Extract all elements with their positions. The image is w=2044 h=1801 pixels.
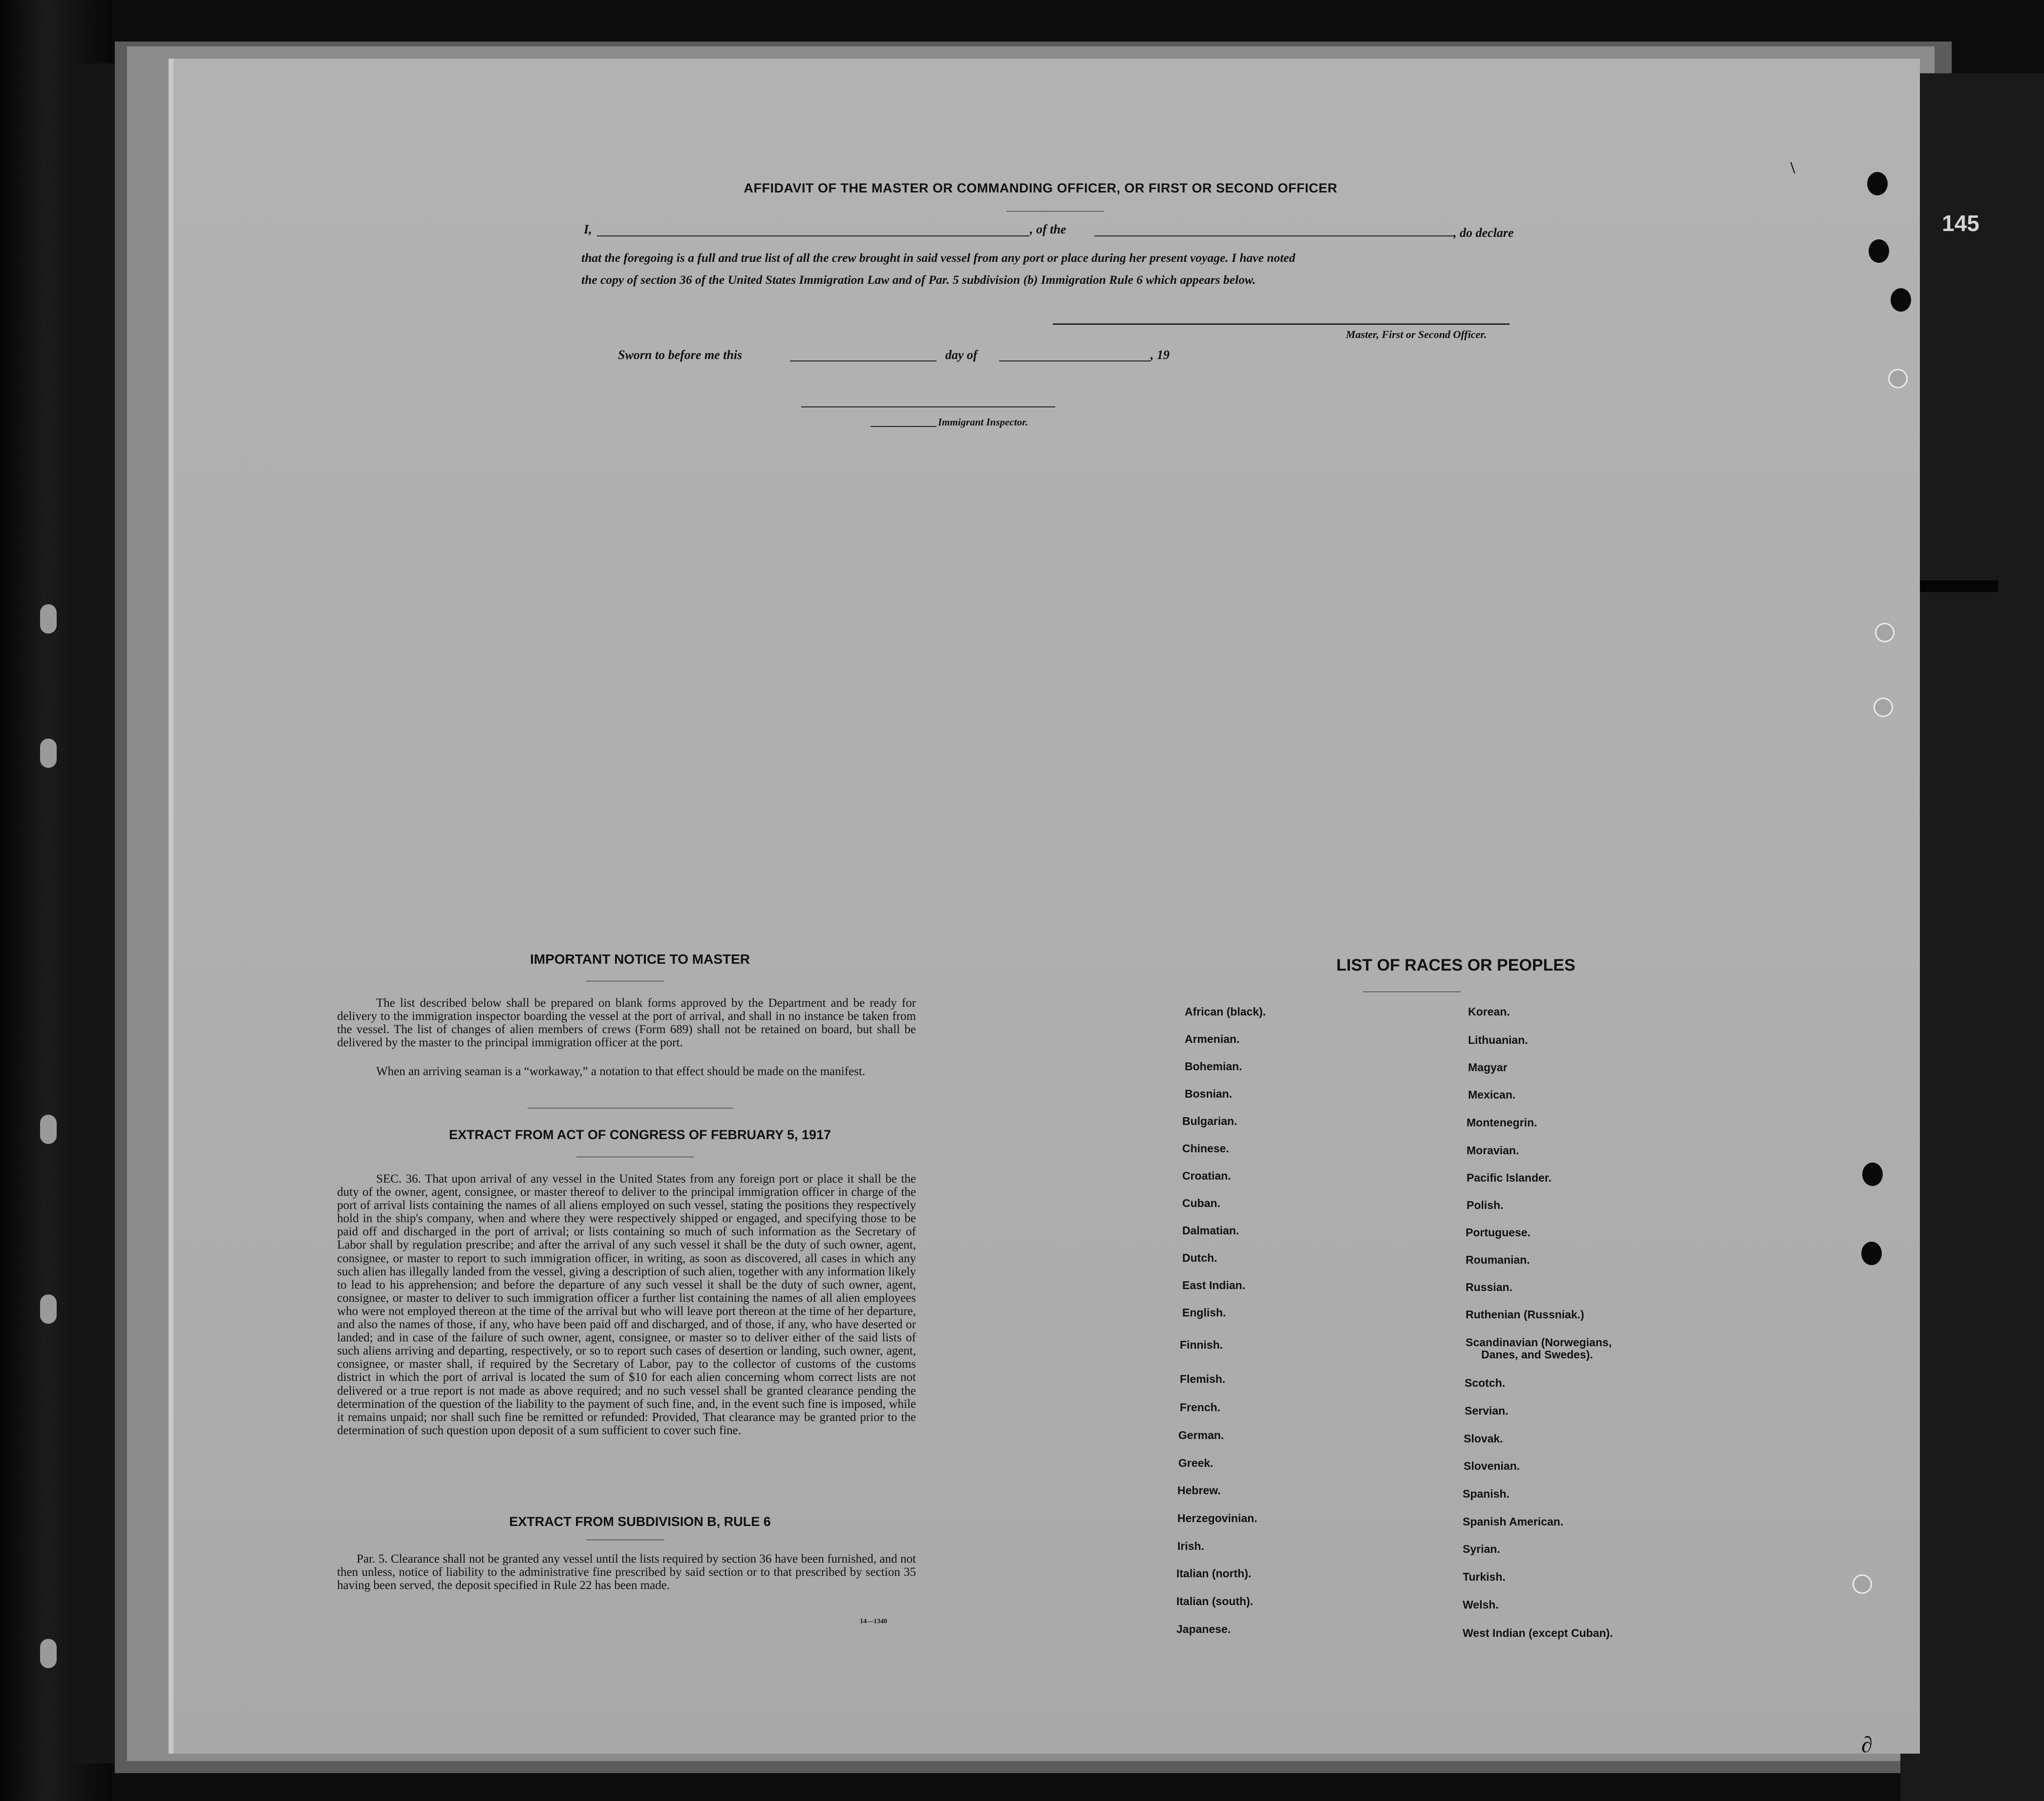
race-item: Dalmatian. (1182, 1224, 1239, 1237)
race-item: Armenian. (1185, 1033, 1240, 1045)
race-item: Bosnian. (1185, 1087, 1233, 1100)
race-item: Pacific Islander. (1467, 1171, 1552, 1184)
race-item: Korean. (1468, 1005, 1510, 1018)
punch-hole (1869, 239, 1889, 263)
race-item: Turkish. (1463, 1570, 1506, 1583)
race-item: Slovak. (1464, 1432, 1503, 1445)
notice-paragraph (337, 1065, 916, 1078)
affidavit-body-line: that the foregoing is a full and true list of all the crew brought in said vessel from any port or place during her present voyage. I have noted (581, 251, 1296, 265)
race-item: English. (1182, 1306, 1226, 1319)
race-item: Bohemian. (1185, 1060, 1242, 1073)
race-item: Portuguese. (1466, 1226, 1531, 1239)
race-item: Syrian. (1463, 1543, 1500, 1555)
affidavit-of-the-label: , of the (1030, 222, 1066, 236)
extract-act-title: EXTRACT FROM ACT OF CONGRESS OF FEBRUARY 5, 1917 (448, 1127, 831, 1142)
right-mount (1900, 73, 2044, 1801)
right-mount-bar (1920, 580, 1998, 592)
race-item: Bulgarian. (1182, 1115, 1237, 1127)
sworn-label: Sworn to before me this (618, 348, 743, 362)
punch-hole (1875, 623, 1895, 642)
race-item: Roumanian. (1466, 1253, 1530, 1266)
signature-line (1053, 323, 1510, 325)
race-item: Mexican. (1468, 1088, 1516, 1101)
title-rule (1006, 211, 1104, 212)
race-item: Moravian. (1467, 1144, 1519, 1157)
inspector-signature-line (801, 406, 1055, 407)
form-number: 14—1340 (860, 1618, 887, 1625)
race-item: Magyar (1468, 1061, 1508, 1074)
race-item: West Indian (except Cuban). (1463, 1627, 1613, 1639)
race-item: East Indian. (1182, 1279, 1246, 1292)
race-item: Danes, and Swedes). (1481, 1348, 1593, 1361)
stray-mark: \ (1790, 159, 1795, 177)
notice-paragraph-text: The list described below shall be prepared on blank forms approved by the Department and be ready for delivery to the immigration inspector boarding the vessel at the port of arrival, and shall in no instance be taken from the vessel. The list of changes of alien members of crews (Form 689) shall not be retained on board, but shall be delivered by the master to the principal immigration officer at the port. (337, 996, 916, 1049)
binder-hole (40, 739, 57, 768)
notice-paragraph (337, 996, 916, 1049)
race-item: Chinese. (1182, 1142, 1229, 1155)
affidavit-declare-label: , do declare (1453, 226, 1514, 240)
race-item: Flemish. (1180, 1373, 1226, 1385)
affidavit-body-line: the copy of section 36 of the United States Immigration Law and of Par. 5 subdivision (b) Immigration Rule 6 which appears below. (581, 273, 1256, 287)
binder-hole (40, 1294, 57, 1324)
affidavit-body (581, 247, 1539, 291)
sworn-month-line (999, 360, 1150, 361)
extract-rule-text (337, 1552, 916, 1592)
binder-hole (40, 1115, 57, 1144)
punch-hole (1852, 1574, 1872, 1594)
race-item: Ruthenian (Russniak.) (1466, 1308, 1584, 1321)
affidavit-i-label: I, (584, 222, 592, 236)
race-item: Irish. (1177, 1540, 1204, 1552)
punch-hole (1867, 172, 1888, 195)
races-title: LIST OF RACES OR PEOPLES (1336, 956, 1576, 975)
race-item: Hebrew. (1177, 1484, 1221, 1497)
extract-rule-title: EXTRACT FROM SUBDIVISION B, RULE 6 (509, 1514, 771, 1529)
race-item: Cuban. (1182, 1197, 1220, 1209)
race-item: Servian. (1465, 1404, 1509, 1417)
punch-hole (1888, 369, 1908, 388)
stray-mark: ∂ (1861, 1732, 1873, 1757)
binder-hole (40, 1639, 57, 1668)
inspector-label: Immigrant Inspector. (938, 416, 1028, 428)
race-item: Herzegovinian. (1177, 1512, 1257, 1525)
vessel-field-line (1094, 235, 1453, 236)
race-item: Croatian. (1182, 1169, 1231, 1182)
race-item: Italian (north). (1176, 1567, 1252, 1580)
extract-rule-body: Par. 5. Clearance shall not be granted any vessel until the lists required by section 36 have been furnished, and not then unless, notice of liability to the administrative fine prescribed by said section or to that prescribed by section 35 having been served, the deposit specified in Rule 22 has been made. (337, 1552, 916, 1592)
affidavit-title: AFFIDAVIT OF THE MASTER OR COMMANDING OFFICER, OR FIRST OR SECOND OFFICER (744, 181, 1338, 195)
year-label: , 19 (1150, 348, 1170, 362)
page-number: 145 (1942, 211, 1980, 236)
binder-hole (40, 604, 57, 634)
day-of-label: day of (945, 348, 978, 362)
race-item: Russian. (1466, 1281, 1512, 1293)
race-item: Spanish American. (1463, 1515, 1564, 1528)
race-item: Spanish. (1463, 1487, 1510, 1500)
punch-hole (1874, 698, 1893, 717)
punch-hole (1891, 288, 1911, 312)
race-item: Scotch. (1465, 1377, 1506, 1389)
notice-title: IMPORTANT NOTICE TO MASTER (530, 952, 750, 967)
punch-hole (1861, 1242, 1882, 1265)
race-item: Lithuanian. (1468, 1034, 1528, 1046)
extract-act-text (337, 1172, 916, 1437)
race-item: Scandinavian (Norwegians, (1466, 1336, 1612, 1349)
race-item: Greek. (1178, 1457, 1214, 1469)
race-item: Montenegrin. (1467, 1116, 1537, 1129)
race-item: Dutch. (1182, 1251, 1217, 1264)
race-item: German. (1178, 1429, 1224, 1441)
race-item: Finnish. (1180, 1338, 1223, 1351)
race-item: French. (1180, 1401, 1221, 1414)
race-item: Italian (south). (1176, 1595, 1254, 1608)
race-item: African (black). (1185, 1005, 1266, 1018)
notice-paragraph-text: When an arriving seaman is a “workaway,” a notation to that effect should be made on the manifest. (376, 1065, 866, 1078)
inspector-prefix-line (871, 426, 937, 427)
sworn-day-line (790, 360, 937, 361)
race-item: Polish. (1467, 1199, 1504, 1211)
race-item: Welsh. (1463, 1598, 1499, 1611)
punch-hole (1862, 1163, 1883, 1186)
manifest-page (169, 59, 1920, 1754)
name-field-line (597, 235, 1029, 236)
extract-act-body: SEC. 36. That upon arrival of any vessel in the United States from any foreign port or place it shall be the duty of the owner, agent, consignee, or master thereof to deliver to the principal immigration officer in charge of the port of arrival lists containing the names of all aliens employed on such vessel, stating the positions they respectively hold in the ship's company, when and where they were respectively shipped or engaged, and specifying those to be paid off and discharged in the port of arrival; or lists containing so much of such information as the Secretary of Labor shall by regulation prescribe; and after the arrival of any such vessel it shall be the duty of such owner, agent, consignee, or master to report to such immigration officer, in writing, as soon as discovered, all cases in which any such alien has illegally landed from the vessel, giving a description of such alien, together with any information likely to lead to his apprehension; and before the departure of any such vessel it shall be the duty of such owner, agent, consignee, or master to deliver to such immigration officer a further list containing the names of all alien employees who were not employed thereon at the time of the arrival but who will leave port thereon at the time of her departure, and also the names of those, if any, who have been paid off and discharged, and of those, if any, who have deserted or landed; and in case of the failure of such owner, agent, consignee, or master so to deliver either of the said lists of such aliens arriving and departing, respectively, or so to report such cases of desertion or landing, such owner, agent, consignee, or master shall, if required by the Secretary of Labor, pay to the collector of customs of the customs district in which the port of arrival is located the sum of $10 for each alien concerning whom correct lists are not delivered or a true report is not made as above required; and no such vessel shall be granted clearance pending the determination of the question of the liability to the payment of such fine, and, in the event such fine is imposed, while it remains unpaid; nor shall such fine be remitted or refunded: Provided, That clearance may be granted prior to the determination of such question upon deposit of a sum sufficient to cover such fine. (337, 1172, 916, 1437)
signature-label: Master, First or Second Officer. (1346, 328, 1487, 340)
race-item: Slovenian. (1464, 1460, 1520, 1472)
race-item: Japanese. (1176, 1623, 1231, 1635)
